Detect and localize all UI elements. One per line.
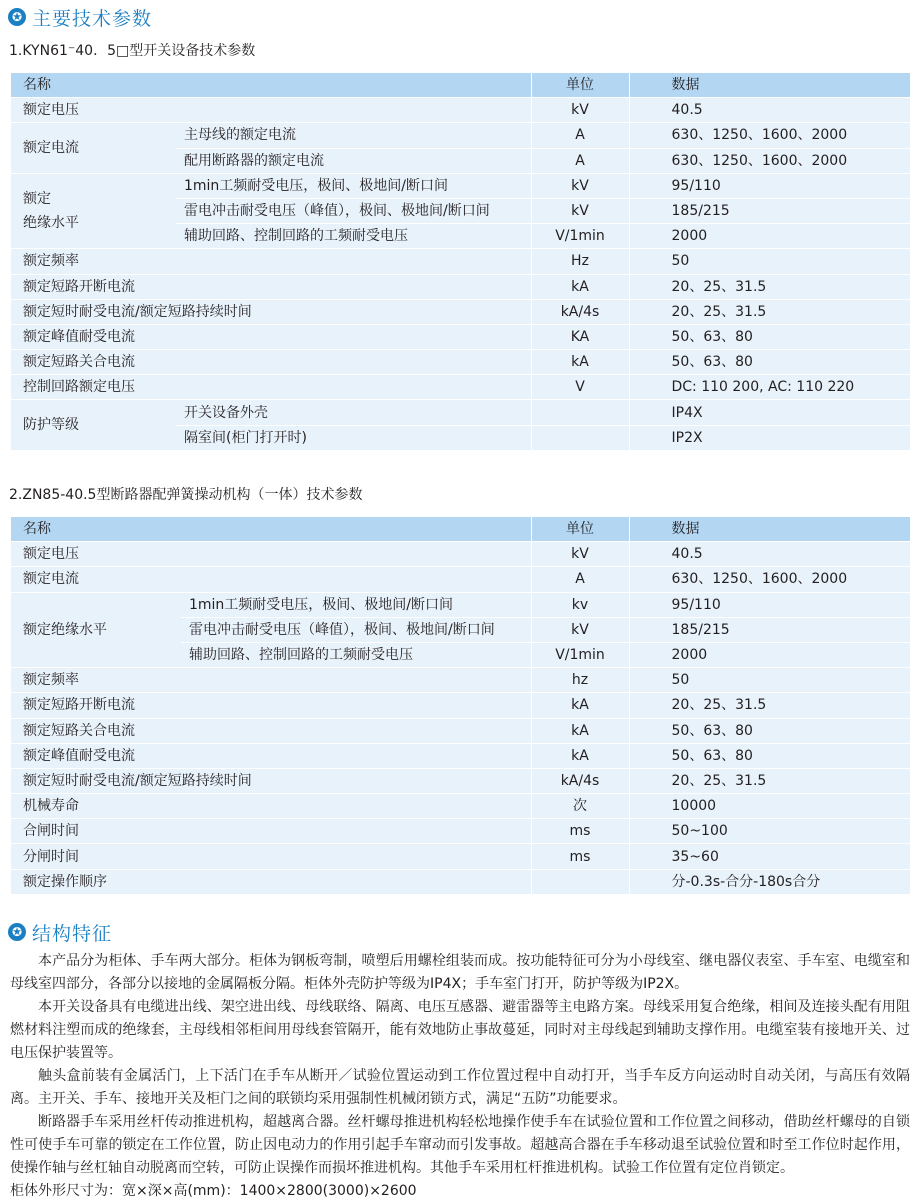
row-subname: 开关设备外壳	[176, 400, 531, 425]
row-value: 95/110	[629, 592, 910, 617]
row-subname: 配用断路器的额定电流	[176, 148, 531, 173]
table-row	[11, 718, 910, 743]
row-unit: hz	[531, 668, 629, 693]
row-value: 50、63、80	[629, 350, 910, 375]
cabinet-dimensions: 柜体外形尺寸为：宽×深×高(mm)：1400×2800(3000)×2600	[10, 1183, 417, 1199]
header-name: 名称	[11, 73, 531, 98]
row-name: 额定短路开断电流	[11, 693, 531, 718]
row-value: 630、1250、1600、2000	[629, 567, 910, 592]
row-unit: kA	[531, 743, 629, 768]
row-value: 630、1250、1600、2000	[629, 123, 910, 148]
row-name: 额定峰值耐受电流	[11, 324, 531, 349]
section-title-structure	[8, 918, 112, 946]
row-unit: kA	[531, 274, 629, 299]
row-name: 额定短时耐受电流/额定短路持续时间	[11, 299, 531, 324]
row-subname: 1min工频耐受电压，极间、极地间/断口间	[181, 592, 531, 617]
row-unit: KA	[531, 324, 629, 349]
row-value: 分-0.3s-合分-180s合分	[629, 869, 910, 894]
row-value: 20、25、31.5	[629, 299, 910, 324]
row-value: 50、63、80	[629, 743, 910, 768]
section-title-text: 结构特征	[32, 922, 113, 945]
row-subname: 雷电冲击耐受电压（峰值），极间、极地间/断口间	[176, 198, 531, 223]
table-row	[11, 768, 910, 793]
table-row	[11, 123, 910, 148]
row-subname: 辅助回路、控制回路的工频耐受电压	[181, 642, 531, 667]
row-unit: 次	[531, 794, 629, 819]
row-value: 185/215	[629, 617, 910, 642]
row-unit: kV	[531, 542, 629, 567]
row-unit: V	[531, 375, 629, 400]
row-subname: 雷电冲击耐受电压（峰值），极间、极地间/断口间	[181, 617, 531, 642]
row-value: 50	[629, 668, 910, 693]
table-row	[11, 794, 910, 819]
table-row	[11, 592, 910, 617]
row-subname: 隔室间(柜门打开时)	[176, 425, 531, 450]
table-row	[11, 693, 910, 718]
row-value: 50~100	[629, 819, 910, 844]
row-unit: kV	[531, 617, 629, 642]
row-name: 控制回路额定电压	[11, 375, 531, 400]
header-data: 数据	[629, 73, 910, 98]
row-value: 50、63、80	[629, 718, 910, 743]
row-unit: A	[531, 567, 629, 592]
row-unit: V/1min	[531, 642, 629, 667]
row-unit: ms	[531, 819, 629, 844]
star-circle-icon: ✪	[8, 8, 26, 26]
table-row	[11, 400, 910, 425]
row-unit: kV	[531, 98, 629, 123]
row-unit: Hz	[531, 249, 629, 274]
table-header-row	[11, 517, 910, 542]
row-name: 机械寿命	[11, 794, 531, 819]
table-row	[11, 668, 910, 693]
row-unit	[531, 425, 629, 450]
table-row	[11, 743, 910, 768]
row-unit	[531, 869, 629, 894]
row-value: DC: 110 200, AC: 110 220	[629, 375, 910, 400]
row-name: 合闸时间	[11, 819, 531, 844]
row-unit: ms	[531, 844, 629, 869]
row-unit: kV	[531, 198, 629, 223]
row-name: 额定短路开断电流	[11, 274, 531, 299]
row-unit: kA	[531, 693, 629, 718]
row-value: 20、25、31.5	[629, 768, 910, 793]
row-value: 2000	[629, 642, 910, 667]
section-title-main-params	[8, 3, 152, 31]
table-row	[11, 350, 910, 375]
row-unit: kv	[531, 592, 629, 617]
row-name: 额定频率	[11, 668, 531, 693]
row-subname: 辅助回路、控制回路的工频耐受电压	[176, 224, 531, 249]
row-value: 2000	[629, 224, 910, 249]
row-name: 额定短时耐受电流/额定短路持续时间	[11, 768, 531, 793]
section-title-text: 主要技术参数	[32, 7, 153, 30]
table-row	[11, 274, 910, 299]
row-name: 额定短路关合电流	[11, 350, 531, 375]
table1-kyn61	[11, 73, 910, 450]
row-name-line1: 额定	[23, 191, 51, 208]
table2-zn85	[11, 517, 910, 894]
row-subname: 主母线的额定电流	[176, 123, 531, 148]
paragraph: 触头盒前装有金属活门，上下活门在手车从断开／试验位置运动到工作位置过程中自动打开，当手车反方向运动时自动关闭，与高压有效隔离。主开关、手车、接地开关及柜门之间的联锁均采用强制性机械闭锁方式，满足“五防”功能要求。	[10, 1068, 910, 1107]
table2-title: 2.ZN85-40.5型断路器配弹簧操动机构（一体）技术参数	[9, 487, 363, 503]
row-unit: kA/4s	[531, 768, 629, 793]
paragraph: 本开关设备具有电缆进出线、架空进出线、母线联络、隔离、电压互感器、避雷器等主电路方案。母线采用复合绝缘，相间及连接头配有用阻燃材料注塑而成的绝缘套，主母线相邻柜间用母线套管隔开，能有效地防止事故蔓延，同时对主母线起到辅助支撑作用。电缆室装有接地开关、过电压保护装置等。	[10, 999, 910, 1061]
row-unit: kA/4s	[531, 299, 629, 324]
table-row	[11, 542, 910, 567]
header-data: 数据	[629, 517, 910, 542]
header-unit: 单位	[531, 73, 629, 98]
table-header-row	[11, 73, 910, 98]
row-value: 630、1250、1600、2000	[629, 148, 910, 173]
table-row	[11, 98, 910, 123]
row-unit: A	[531, 123, 629, 148]
row-name: 额定电流	[11, 567, 531, 592]
table-row	[11, 324, 910, 349]
paragraph: 本产品分为柜体、手车两大部分。柜体为钢板弯制，喷塑后用螺栓组装而成。按功能特征可分为小母线室、继电器仪表室、手车室、电缆室和母线室四部分，各部分以接地的金属隔板分隔。柜体外壳防护等级为IP4X；手车室门打开，防护等级为IP2X。	[10, 953, 910, 992]
table1-title: 1.KYN61⁻40．5□型开关设备技术参数	[9, 43, 256, 59]
row-unit: kA	[531, 350, 629, 375]
row-value: 20、25、31.5	[629, 274, 910, 299]
table-row	[11, 249, 910, 274]
row-value: IP4X	[629, 400, 910, 425]
table-row	[11, 869, 910, 894]
table-row	[11, 173, 910, 198]
row-value: IP2X	[629, 425, 910, 450]
row-unit	[531, 400, 629, 425]
row-name: 额定频率	[11, 249, 531, 274]
structure-description	[10, 950, 910, 1203]
row-value: 50、63、80	[629, 324, 910, 349]
row-name: 防护等级	[11, 400, 176, 450]
row-unit: V/1min	[531, 224, 629, 249]
row-name-insulation	[11, 173, 176, 249]
row-value: 185/215	[629, 198, 910, 223]
row-value: 10000	[629, 794, 910, 819]
row-unit: A	[531, 148, 629, 173]
table-row	[11, 299, 910, 324]
row-name: 额定峰值耐受电流	[11, 743, 531, 768]
table-row	[11, 819, 910, 844]
table-row	[11, 844, 910, 869]
row-value: 20、25、31.5	[629, 693, 910, 718]
row-unit: kV	[531, 173, 629, 198]
row-value: 95/110	[629, 173, 910, 198]
row-value: 35~60	[629, 844, 910, 869]
row-value: 40.5	[629, 542, 910, 567]
paragraph: 断路器手车采用丝杆传动推进机构，超越离合器。丝杆螺母推进机构轻松地操作使手车在试验位置和工作位置之间移动，借助丝杆螺母的自锁性可使手车可靠的锁定在工作位置，防止因电动力的作用引起手车窜动而引发事故。超越高合器在手车移动退至试验位置和时至工作位时起作用，使操作轴与丝杠轴自动脱离而空转，可防止误操作而损坏推进机构。其他手车采用杠杆推进机构。试验工作位置有定位肖锁定。	[10, 1114, 910, 1176]
row-subname: 1min工频耐受电压，极间、极地间/断口间	[176, 173, 531, 198]
row-unit: kA	[531, 718, 629, 743]
row-name: 分闸时间	[11, 844, 531, 869]
header-unit: 单位	[531, 517, 629, 542]
row-name: 额定绝缘水平	[11, 592, 181, 668]
row-name: 额定短路关合电流	[11, 718, 531, 743]
table-row	[11, 375, 910, 400]
header-name: 名称	[11, 517, 531, 542]
star-circle-icon: ✪	[8, 923, 26, 941]
row-name: 额定电压	[11, 542, 531, 567]
row-name: 额定电压	[11, 98, 531, 123]
table-row	[11, 567, 910, 592]
row-name: 额定操作顺序	[11, 869, 531, 894]
row-name-line2: 绝缘水平	[23, 215, 79, 232]
row-name: 额定电流	[11, 123, 176, 173]
row-value: 40.5	[629, 98, 910, 123]
row-value: 50	[629, 249, 910, 274]
